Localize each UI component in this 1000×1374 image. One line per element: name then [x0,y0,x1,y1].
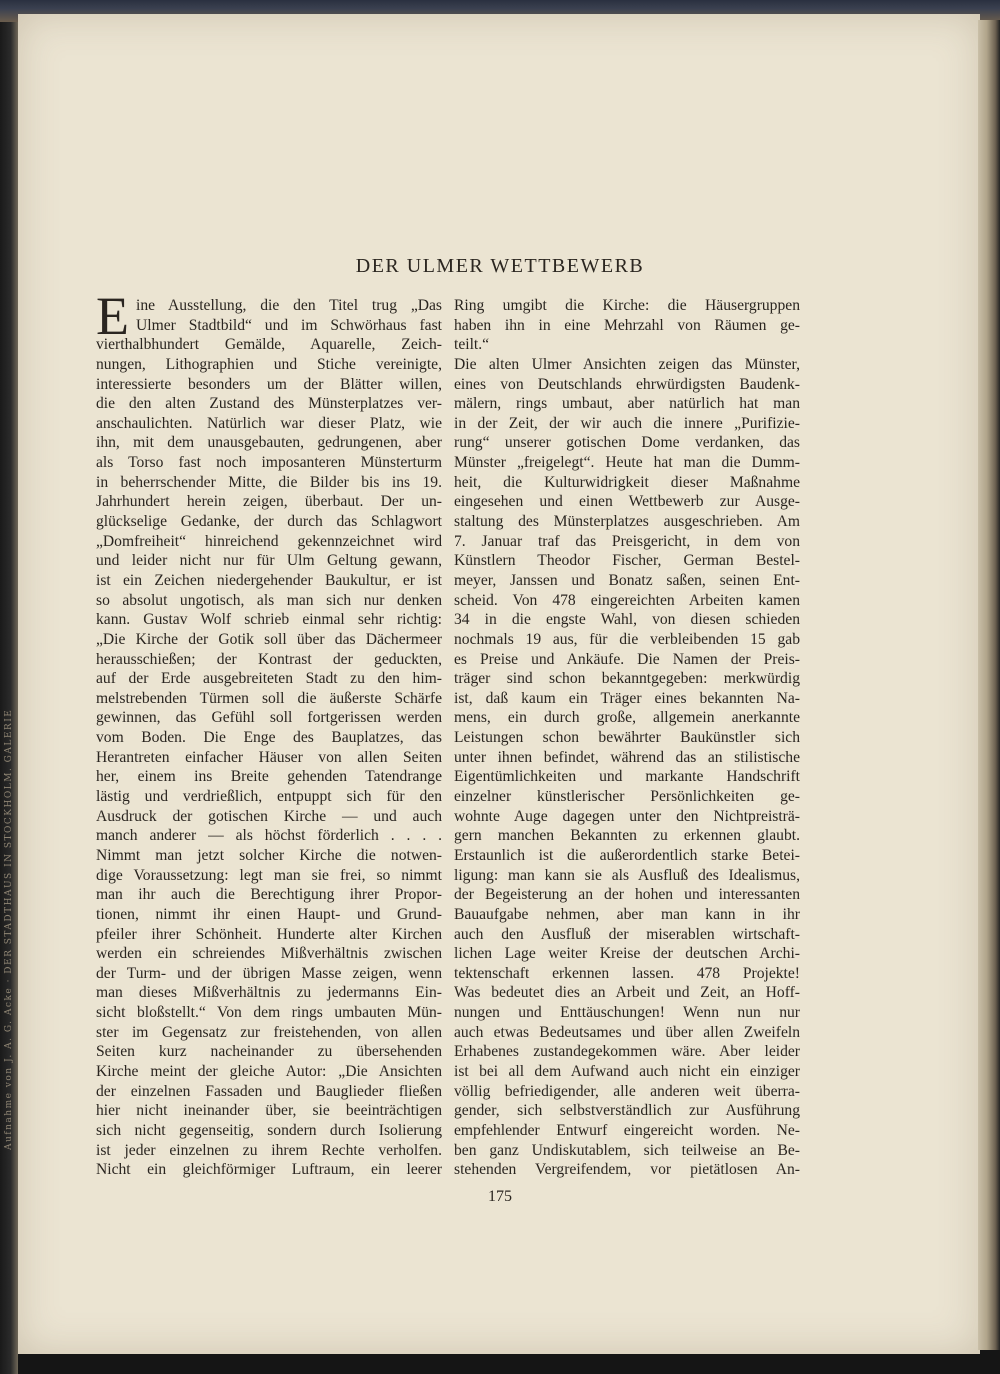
text-line: ine Ausstellung, die den Titel trug „Das [136,297,442,314]
text-line: vom Boden. Die Enge des Bauplatzes, das [96,729,442,747]
text-line: man ihr auch die Berechtigung ihrer Propor- [96,886,442,904]
text-line: der einzelnen Fassaden und Bauglieder fließen [96,1082,442,1100]
text-line: Die alten Ulmer Ansichten zeigen das Münster, [454,355,800,373]
text-line: Nimmt man jetzt solcher Kirche die notwen- [96,846,442,864]
text-line: manch anderer — als höchst förderlich . . . . [96,827,442,845]
book-gutter-left [0,0,18,1374]
text-line: man dieses Mißverhältnis zu jedermanns Ein- [96,984,442,1002]
text-line: teilt.“ [454,336,490,354]
text-line: Leistungen schon bewährter Baukünstler sich [454,729,800,747]
text-line: sicht bloßstellt.“ Von dem rings umbauten Mün- [96,1004,442,1022]
text-line: empfehlender Entwurf eingereicht worden. Ne- [454,1121,800,1139]
text-line: auch etwas Bedeutsames und über allen Zweifeln [454,1023,800,1041]
text-line: träger sind schon bekanntgegeben: merkwürdig [454,670,800,688]
text-line: als Torso fast noch imposanteren Münsterturm [96,454,442,472]
text-line: Kirche meint der gleiche Autor: „Die Ansichten [96,1062,442,1080]
text-line: die den alten Zustand des Münsterplatzes ver- [96,395,442,413]
text-line: der Begeisterung an der hohen und interessanten [454,886,800,904]
text-line: dige Voraussetzung: legt man sie frei, so nimmt [96,866,442,884]
text-line: pfeiler ihrer Schönheit. Hunderte alter Kirchen [96,925,442,943]
text-line: tionen, nimmt ihr einen Haupt- und Grund- [96,905,442,923]
text-line: auf der Erde ausgebreiteten Stadt zu den him- [96,670,442,688]
text-line: tektenschaft erkennen lassen. 478 Projekte! [454,964,800,982]
text-line: herausschießen; der Kontrast der geduckten, [96,650,442,668]
text-line: Nicht ein gleichförmiger Luftraum, ein leerer [96,1161,442,1179]
text-line: lästig und verdrießlich, entpuppt sich für den [96,788,442,806]
facing-page-caption: Aufnahme von J. A. G. Acke · DER STADTHAUS IN STOCKHOLM. GALERIE [4,708,14,1150]
text-line: gewinnen, das Gefühl soll fortgerissen werden [96,709,442,727]
text-line: glückselige Gedanke, der durch das Schlagwort [96,513,442,531]
text-line: scheid. Von 478 eingereichten Arbeiten kamen [454,591,800,609]
text-line: gern manchen Bekannten zu erkennen glaubt. [454,827,800,845]
text-line: eines von Deutschlands ehrwürdigsten Baudenk- [454,375,800,393]
text-line: Erhabenes zustandegekommen wäre. Aber leider [454,1043,800,1061]
text-line: haben ihn in eine Mehrzahl von Räumen ge- [454,316,800,334]
text-line: meyer, Janssen und Bonatz saßen, seinen Ent- [454,571,800,589]
text-line: werden ein schreiendes Mißverhältnis zwischen [96,945,442,963]
text-line: ihn, mit dem unausgebauten, gedrungenen, aber [96,434,442,452]
text-line: rung“ unserer gotischen Dome verdanken, das [454,434,800,452]
text-line: staltung des Münsterplatzes ausgeschrieben. Am [454,513,800,531]
text-line: eingesehen und einen Wettbewerb zur Ausge- [454,493,800,511]
text-line: 34 in die engste Wahl, von diesen schieden [454,611,800,629]
drop-cap: E [96,286,129,346]
text-line: unter ihnen befindet, während das an stilistische [454,748,800,766]
text-line: Seiten kurz nacheinander zu übersehenden [96,1043,442,1061]
text-line: Eigentümlichkeiten und markante Handschrift [454,768,800,786]
page-number: 175 [488,1188,512,1205]
text-line: Künstlern Theodor Fischer, German Bestel- [454,552,800,570]
text-line: 7. Januar traf das Preisgericht, in dem von [454,532,800,550]
text-line: es Preise und Ankäufe. Die Namen der Preis- [454,650,800,668]
text-line: völlig befriedigender, alle anderen weit überra- [454,1082,800,1100]
text-line: Münster „freigelegt“. Heute hat man die Dumm- [454,454,800,472]
text-line: Was bedeutet dies an Arbeit und Zeit, an Hoff- [454,984,800,1002]
text-line: Jahrhundert herein zeigen, überbaut. Der un- [96,493,442,511]
text-line: Erstaunlich ist die außerordentlich starke Betei- [454,846,800,864]
text-line: wohnte Auge dagegen unter den Nichtpreisträ- [454,807,800,825]
text-line: hier nicht ineinander über, sie beeinträchtigen [96,1102,442,1120]
text-line: Bauaufgabe nehmen, aber man kann in ihr [454,905,800,923]
text-line: gender, sich selbstverständlich zur Ausführung [454,1102,800,1120]
text-line: Herantreten einfacher Häuser von allen Seiten [96,748,442,766]
text-line: nungen, Lithographien und Stiche vereinigte, [96,355,442,373]
text-line: melstrebenden Türmen soll die äußerste Schärfe [96,689,442,707]
text-line: „Domfreiheit“ hinreichend gekennzeichnet wird [96,532,442,550]
text-line: ster im Gegensatz zur freistehenden, von allen [96,1023,442,1041]
text-line: in der Zeit, der wir auch die innere „Purifizie- [454,414,800,432]
text-line: in beherrschender Mitte, die Bilder bis ins 19. [96,473,442,491]
text-line: auch den Ausfluß der miserablen wirtschaft- [454,925,800,943]
text-line: nochmals 19 aus, für die verbleibenden 15 gab [454,630,800,648]
article-title: DER ULMER WETTBEWERB [355,255,645,277]
text-line: lichen Lage weiter Kreise der deutschen Archi- [454,945,800,963]
text-line: ligung: man kann sie als Ausfluß des Idealismus, [454,866,800,884]
text-line: Ausdruck der gotischen Kirche — und auch [96,807,442,825]
text-line: ist bei all dem Aufwand auch nicht ein einziger [454,1062,800,1080]
text-column-right [454,296,800,1180]
text-line: ist ein Zeichen niedergehender Baukultur, er ist [96,571,442,589]
text-line: sich nicht gegenseitig, sondern durch Isolierung [96,1121,442,1139]
text-line: vierthalbhundert Gemälde, Aquarelle, Zeich- [96,336,442,354]
text-line: mälern, rings umbaut, aber natürlich hat man [454,395,800,413]
text-line: Ring umgibt die Kirche: die Häusergruppen [454,297,800,314]
text-line: interessierte besonders um der Blätter willen, [96,375,442,393]
text-line: ist, daß kaum ein Träger eines bekannten Na- [454,689,800,707]
text-line: her, einem ins Breite gehenden Tatendrange [96,768,442,786]
text-line: kann. Gustav Wolf schrieb einmal sehr richtig: [96,611,442,629]
text-line: der Turm- und der übrigen Masse zeigen, wenn [96,964,442,982]
text-line: „Die Kirche der Gotik soll über das Dächermeer [96,630,442,648]
text-line: Ulmer Stadtbild“ und im Schwörhaus fast [136,316,442,334]
text-line: und leider nicht nur für Ulm Geltung gewann, [96,552,442,570]
text-line: nungen und Enttäuschungen! Wenn nun nur [454,1004,800,1022]
text-line: ist jeder einzelnen zu ihrem Rechte verholfen. [96,1141,442,1159]
text-line: so absolut ungotisch, als man sich nur denken [96,591,442,609]
text-line: heit, die Kulturwidrigkeit dieser Maßnahme [454,473,800,491]
text-column-left [96,286,442,1180]
text-line: stehenden Vergreifendem, vor pietätlosen An- [454,1161,800,1179]
page-stack-right-edge [978,20,1000,1350]
text-line: ben ganz Undiskutablem, sich teilweise an Be- [454,1141,800,1159]
text-line: mens, ein durch große, allgemein anerkannte [454,709,800,727]
text-line: einzelner künstlerischer Persönlichkeiten ge- [454,788,800,806]
text-line: anschaulichten. Natürlich war dieser Platz, wie [96,414,442,432]
